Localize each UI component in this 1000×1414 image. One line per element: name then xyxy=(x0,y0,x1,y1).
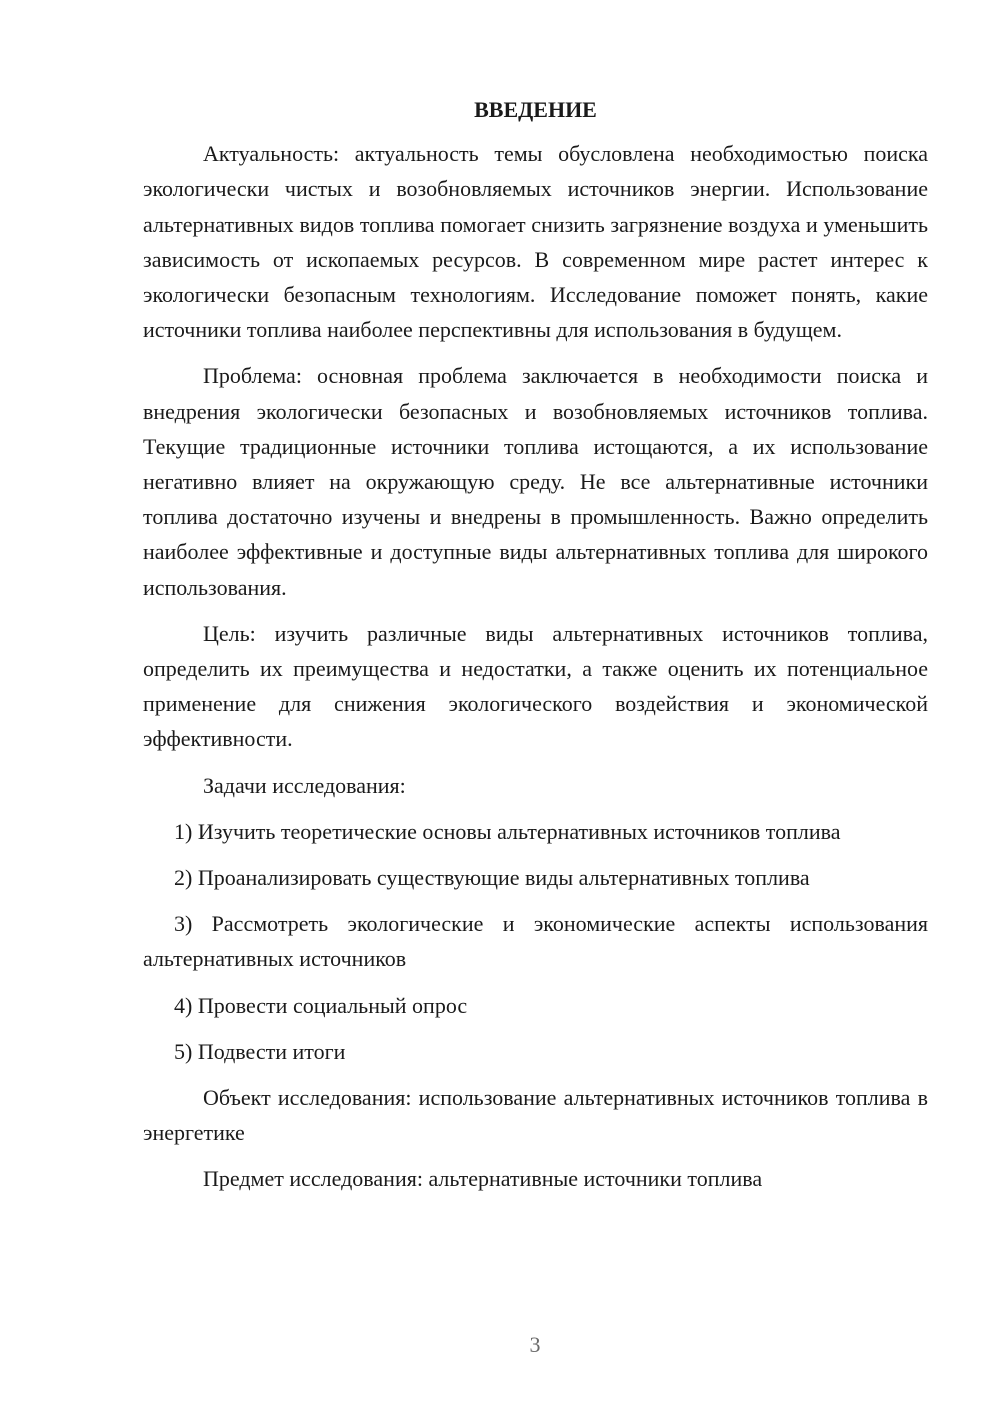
task-item-1: 1) Изучить теоретические основы альтернативных источников топлива xyxy=(174,818,841,844)
task-item-3: 3) Рассмотреть экологические и экономические аспекты использования альтернативных источников xyxy=(143,911,928,972)
task-item-2: 2) Проанализировать существующие виды альтернативных топлива xyxy=(174,865,810,891)
task-item-5: 5) Подвести итоги xyxy=(174,1038,346,1064)
paragraph-object: Объект исследования: использование альтернативных источников топлива в энергетике xyxy=(143,1085,928,1146)
paragraph-problem: Проблема: основная проблема заключается в необходимости поиска и внедрения экологически безопасных и возобновляемых источников топлива. Текущие традиционные источники топлива истощаются, а их использование негативно влияет на окружающую среду. Не все альтернативные источники топлива достаточно изучены и внедрены в промышленность. Важно определить наиболее эффективные и доступные виды альтернативных топлива для широкого использования. xyxy=(143,363,928,600)
task-item-4: 4) Провести социальный опрос xyxy=(174,992,468,1018)
tasks-heading: Задачи исследования: xyxy=(203,772,406,798)
page-number: 3 xyxy=(529,1332,541,1357)
paragraph-relevance: Актуальность: актуальность темы обусловлена необходимостью поиска экологически чистых и возобновляемых источников энергии. Использование альтернативных видов топлива помогает снизить загрязнение воздуха и уменьшить зависимость от ископаемых ресурсов. В современном мире растет интерес к экологически безопасным технологиям. Исследование поможет понять, какие источники топлива наиболее перспективны для использования в будущем. xyxy=(143,141,928,343)
document-page xyxy=(143,92,928,1208)
document-title: ВВЕДЕНИЕ xyxy=(474,97,597,122)
paragraph-goal: Цель: изучить различные виды альтернативных источников топлива, определить их преимущества и недостатки, а также оценить их потенциальное применение для снижения экологического воздействия и экономической эффективности. xyxy=(143,620,928,752)
paragraph-subject: Предмет исследования: альтернативные источники топлива xyxy=(203,1166,763,1192)
